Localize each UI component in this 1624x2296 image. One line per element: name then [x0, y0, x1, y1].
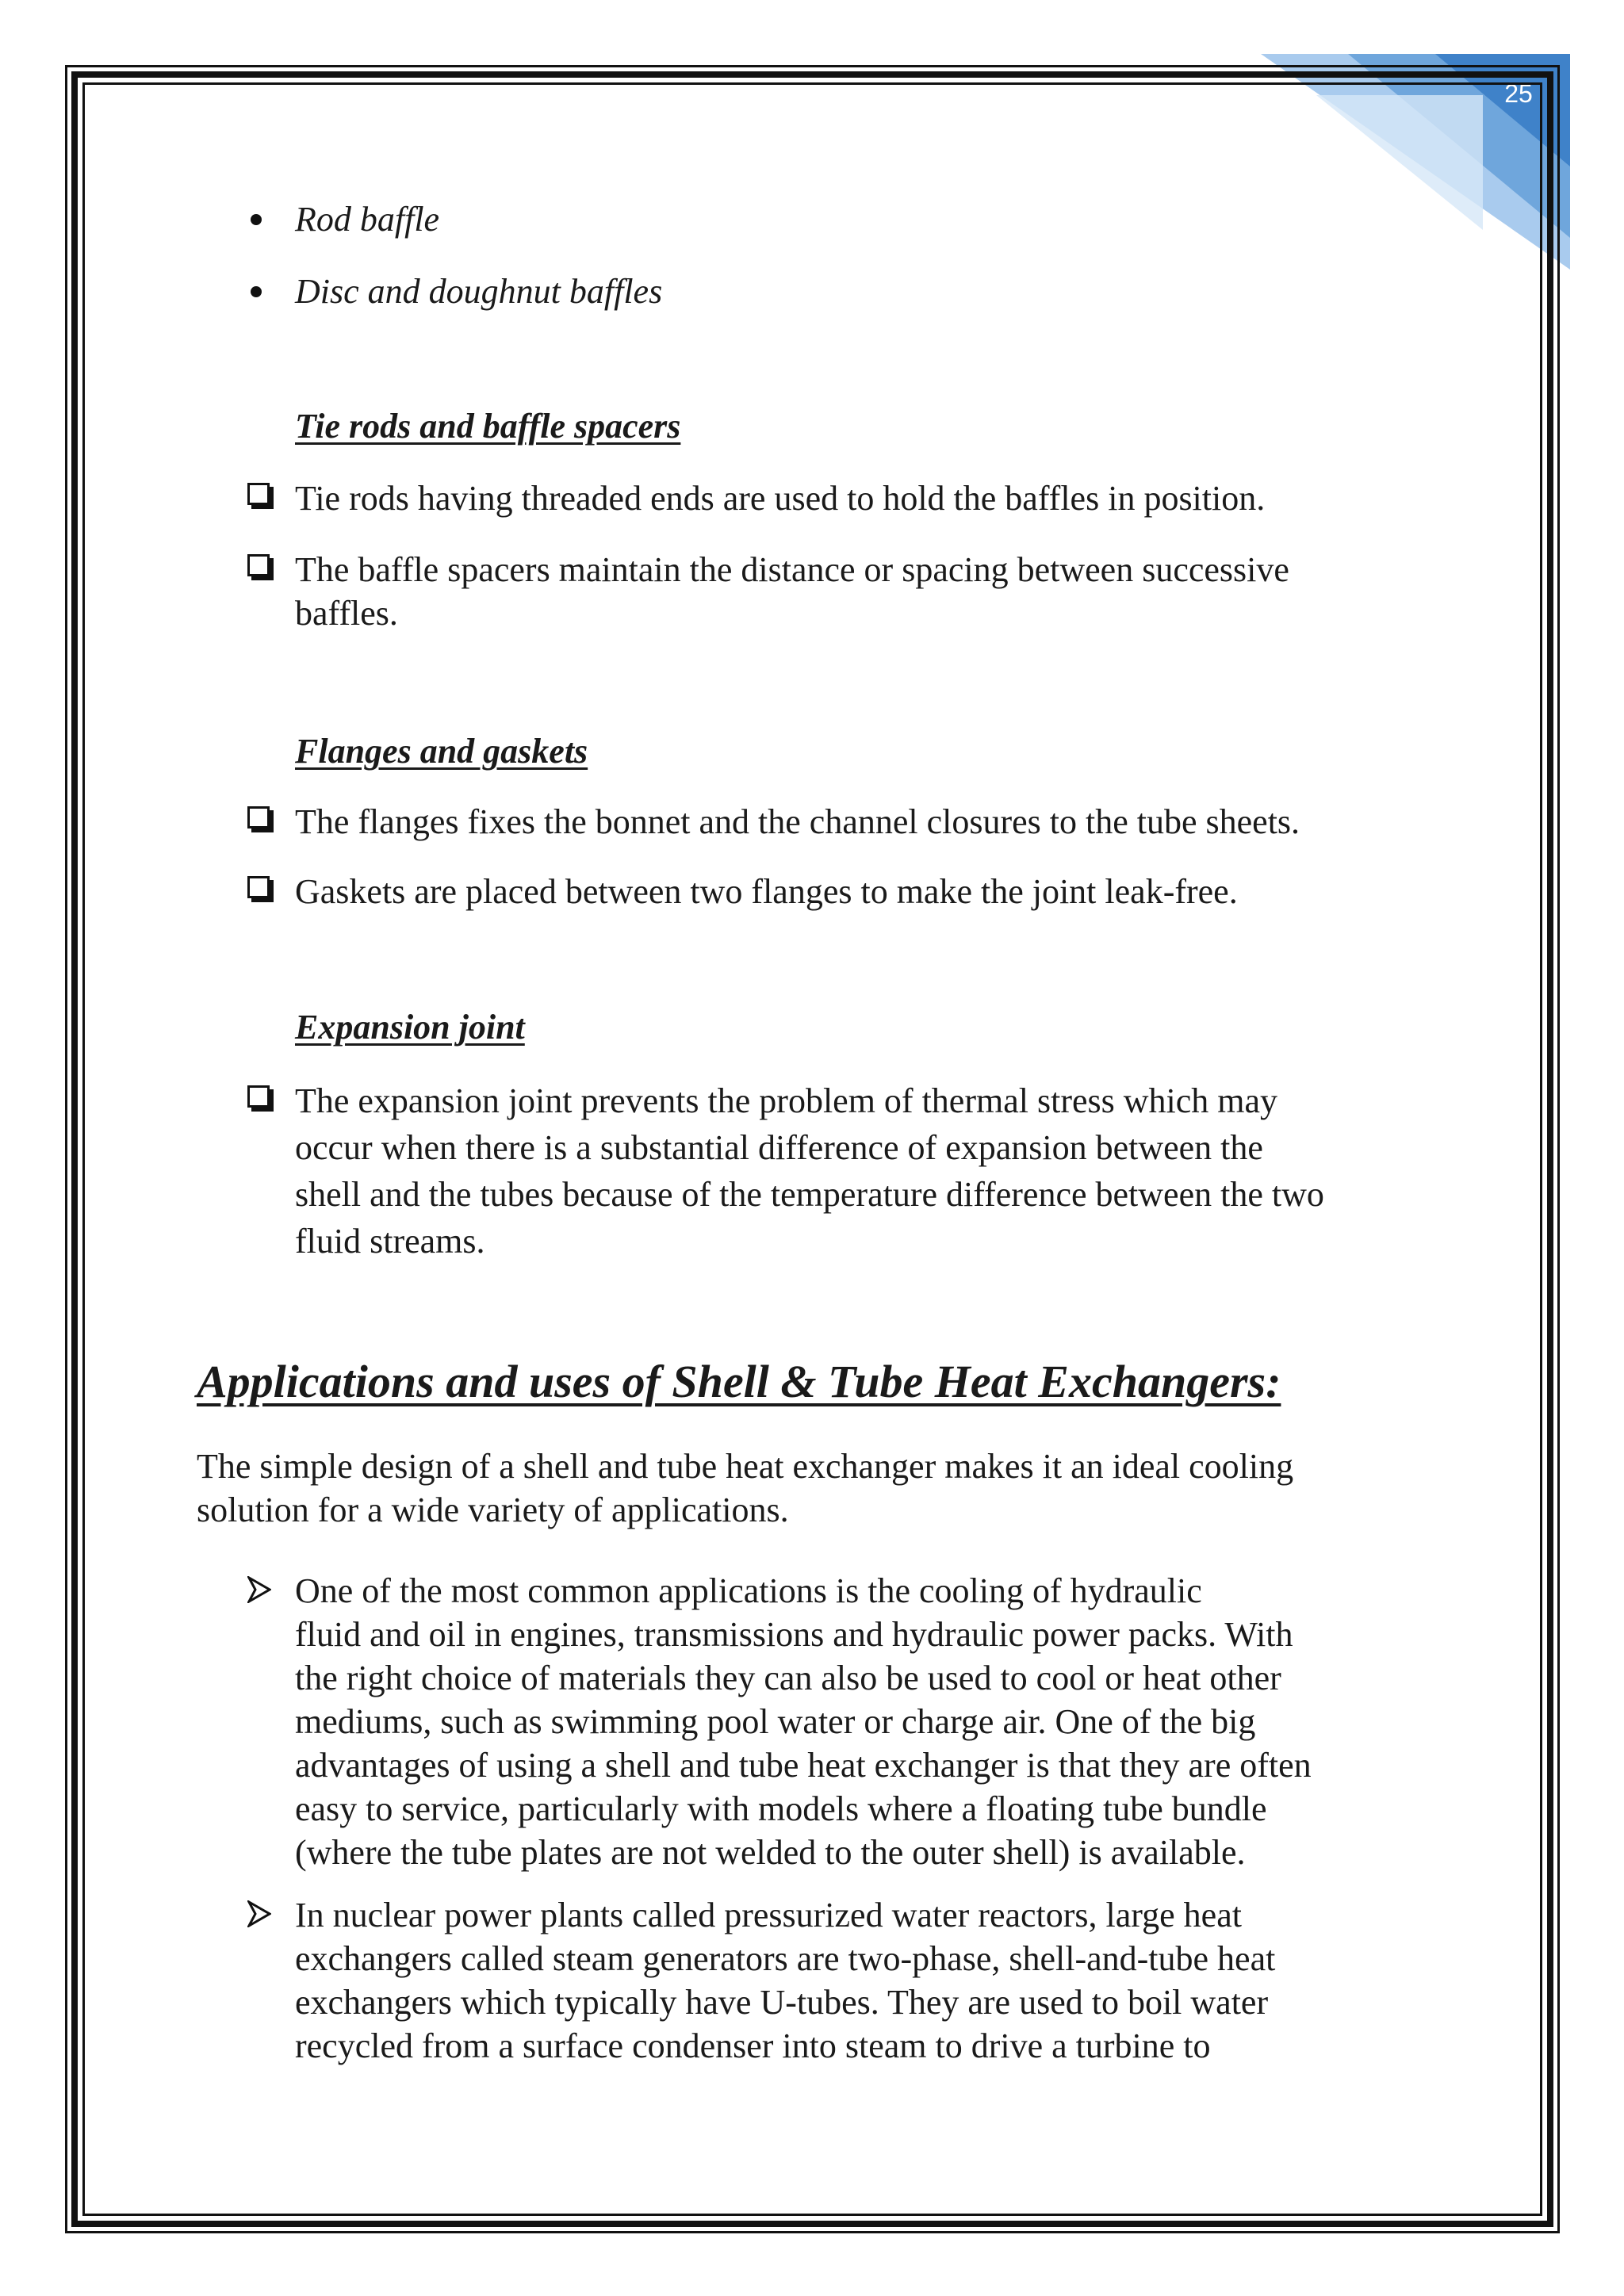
list-item-line: One of the most common applications is the cooling of hydraulic	[295, 1571, 1202, 1610]
list-item-line: The baffle spacers maintain the distance or spacing between successive	[295, 550, 1289, 589]
list-item-line: exchangers called steam generators are two-phase, shell-and-tube heat	[295, 1939, 1276, 1978]
arrow-bullet-icon	[247, 1576, 271, 1603]
checkbox-bullet-icon	[247, 806, 270, 828]
list-item-line: exchangers which typically have U-tubes. They are used to boil water	[295, 1983, 1269, 2022]
list-item-line: easy to service, particularly with models where a floating tube bundle	[295, 1789, 1267, 1828]
list-item-line: Tie rods having threaded ends are used to hold the baffles in position.	[295, 479, 1266, 518]
intro-paragraph-line: solution for a wide variety of applications.	[197, 1490, 789, 1529]
list-item-line: the right choice of materials they can also be used to cool or heat other	[295, 1659, 1281, 1697]
list-item-disc-doughnut: Disc and doughnut baffles	[295, 272, 663, 311]
list-item-line: (where the tube plates are not welded to the outer shell) is available.	[295, 1833, 1246, 1872]
list-item-line: baffles.	[295, 594, 398, 633]
list-item-line: shell and the tubes because of the temperature difference between the two	[295, 1175, 1324, 1214]
list-item-line: The expansion joint prevents the problem of thermal stress which may	[295, 1081, 1278, 1120]
section-heading-flanges: Flanges and gaskets	[295, 732, 588, 771]
intro-paragraph-line: The simple design of a shell and tube heat exchanger makes it an ideal cooling	[197, 1447, 1294, 1486]
section-heading-tie-rods: Tie rods and baffle spacers	[295, 407, 681, 446]
list-item-rod-baffle: Rod baffle	[295, 200, 440, 239]
list-item-line: mediums, such as swimming pool water or charge air. One of the big	[295, 1702, 1256, 1741]
list-item-line: advantages of using a shell and tube heat exchanger is that they are often	[295, 1746, 1312, 1785]
list-item-line: Gaskets are placed between two flanges to make the joint leak-free.	[295, 872, 1238, 911]
section-heading-applications: Applications and uses of Shell & Tube Heat Exchangers:	[197, 1356, 1281, 1407]
checkbox-bullet-icon	[247, 876, 270, 898]
section-heading-expansion: Expansion joint	[295, 1008, 525, 1047]
list-item-line: The flanges fixes the bonnet and the channel closures to the tube sheets.	[295, 802, 1300, 841]
list-item-line: fluid streams.	[295, 1222, 485, 1261]
page-number: 25	[1504, 79, 1533, 108]
checkbox-bullet-icon	[247, 483, 270, 505]
bullet-disc-icon	[251, 286, 262, 297]
checkbox-bullet-icon	[247, 554, 270, 576]
list-item-line: occur when there is a substantial difference of expansion between the	[295, 1128, 1263, 1167]
list-item-line: recycled from a surface condenser into steam to drive a turbine to	[295, 2026, 1211, 2065]
checkbox-bullet-icon	[247, 1085, 270, 1108]
bullet-disc-icon	[251, 214, 262, 225]
list-item-line: fluid and oil in engines, transmissions and hydraulic power packs. With	[295, 1615, 1293, 1654]
list-item-line: In nuclear power plants called pressurized water reactors, large heat	[295, 1896, 1242, 1934]
arrow-bullet-icon	[247, 1900, 271, 1927]
